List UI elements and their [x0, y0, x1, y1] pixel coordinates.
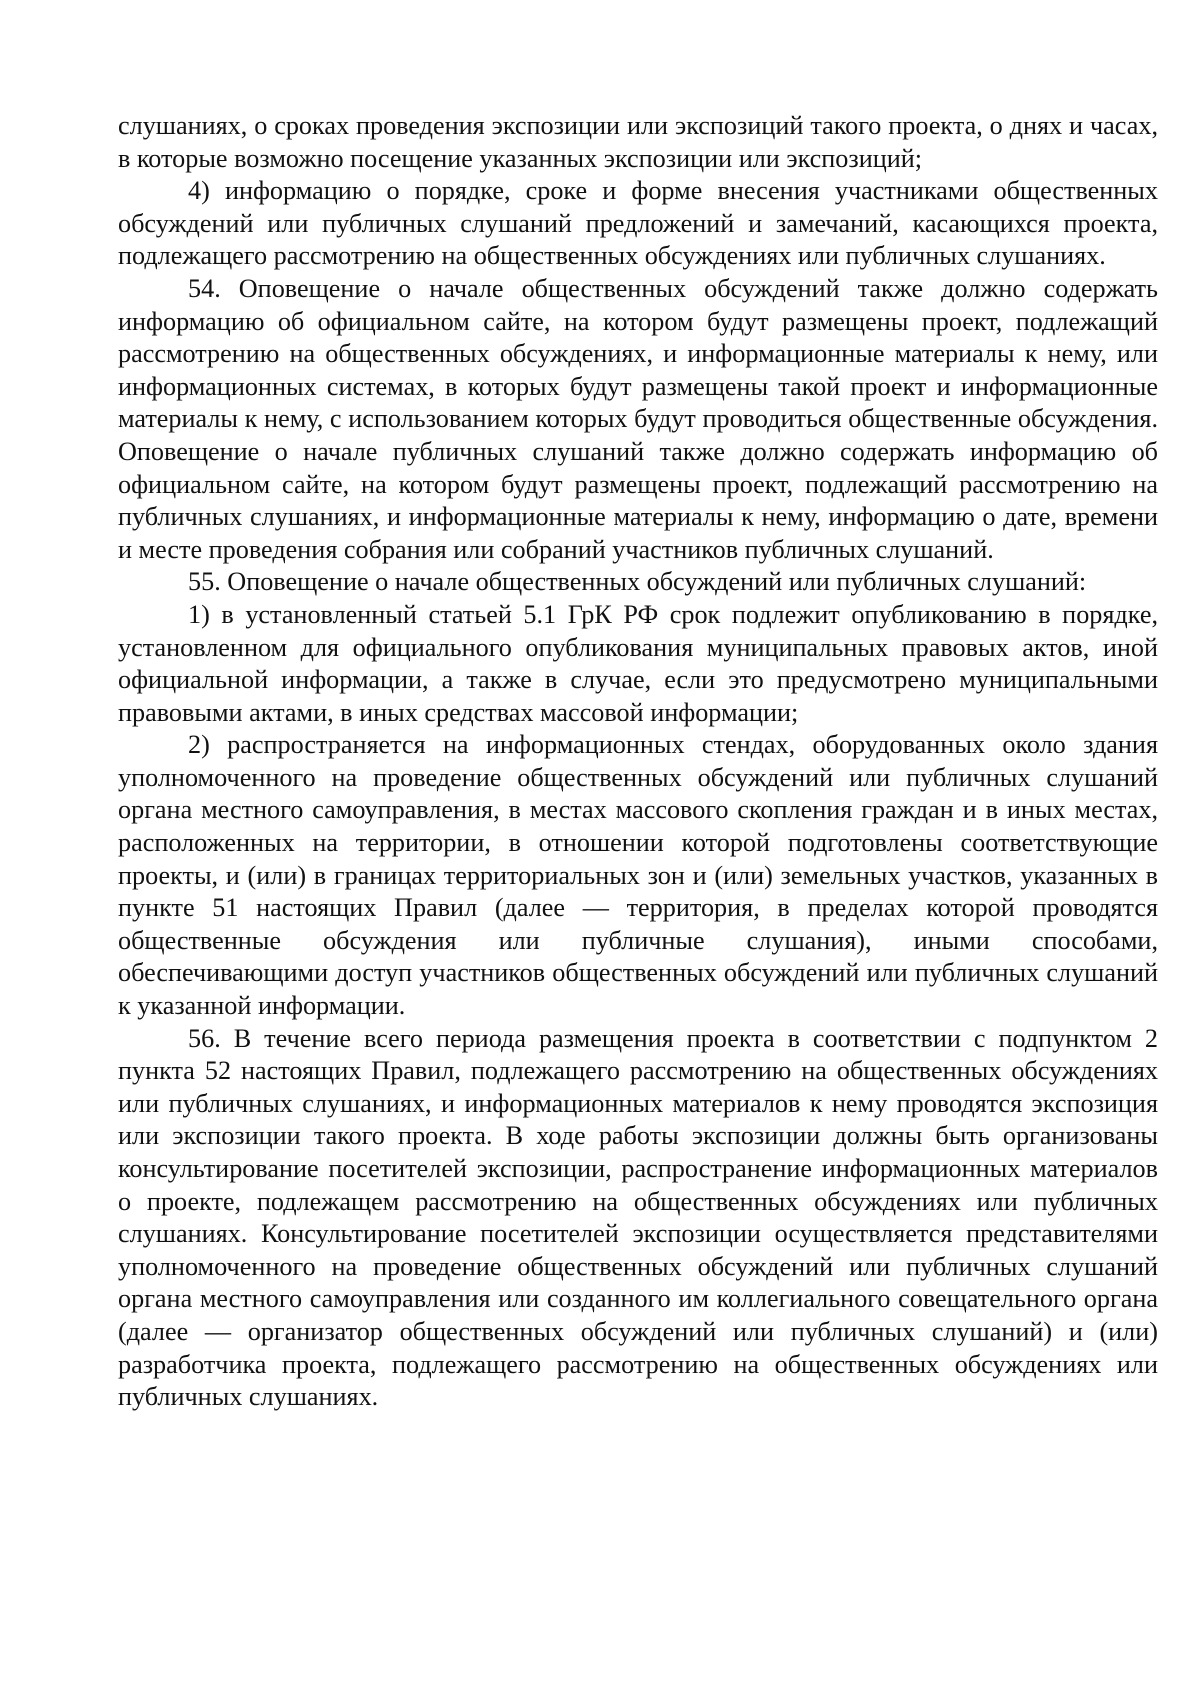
paragraph-54: 54. Оповещение о начале общественных обсуждений также должно содержать информацию об официальном сайте, на котором будут размещены проект, подлежащий рассмотрению на общественных обсуждениях, и информационные материалы к нему, или информационных системах, в которых будут размещены такой проект и информационные материалы к нему, с использованием которых будут проводиться общественные обсуждения. Оповещение о начале публичных слушаний также должно содержать информацию об официальном сайте, на котором будут размещены проект, подлежащий рассмотрению на публичных слушаниях, и информационные материалы к нему, информацию о дате, времени и месте проведения собрания или собраний участников публичных слушаний.: [118, 273, 1158, 564]
paragraph-56: 56. В течение всего периода размещения проекта в соответствии с подпунктом 2 пункта 52 настоящих Правил, подлежащего рассмотрению на общественных обсуждениях или публичных слушаниях, и информационных материалов к нему проводятся экспозиция или экспозиции такого проекта. В ходе работы экспозиции должны быть организованы консультирование посетителей экспозиции, распространение информационных материалов о проекте, подлежащем рассмотрению на общественных обсуждениях или публичных слушаниях. Консультирование посетителей экспозиции осуществляется представителями уполномоченного на проведение общественных обсуждений или публичных слушаний органа местного самоуправления или созданного им коллегиального совещательного органа (далее — организатор общественных обсуждений или публичных слушаний) и (или) разработчика проекта, подлежащего рассмотрению на общественных обсуждениях или публичных слушаниях.: [118, 1023, 1158, 1412]
paragraph-55-item-1: 1) в установленный статьей 5.1 ГрК РФ срок подлежит опубликованию в порядке, установленном для официального опубликования муниципальных правовых актов, иной официальной информации, а также в случае, если это предусмотрено муниципальными правовыми актами, в иных средствах массовой информации;: [118, 599, 1158, 727]
paragraph-55: 55. Оповещение о начале общественных обсуждений или публичных слушаний:: [188, 567, 1087, 597]
paragraph-item-4: 4) информацию о порядке, сроке и форме внесения участниками общественных обсуждений или публичных слушаний предложений и замечаний, касающихся проекта, подлежащего рассмотрению на общественных обсуждениях или публичных слушаниях.: [118, 176, 1158, 271]
paragraph-55-item-2: 2) распространяется на информационных стендах, оборудованных около здания уполномоченного на проведение общественных обсуждений или публичных слушаний органа местного самоуправления, в местах массового скопления граждан и в иных местах, расположенных на территории, в отношении которой подготовлены соответствующие проекты, и (или) в границах территориальных зон и (или) земельных участков, указанных в пункте 51 настоящих Правил (далее — территория, в пределах которой проводятся общественные обсуждения или публичные слушания), иными способами, обеспечивающими доступ участников общественных обсуждений или публичных слушаний к указанной информации.: [118, 730, 1158, 1021]
paragraph-continuation: слушаниях, о сроках проведения экспозиции или экспозиций такого проекта, о днях и часах, в которые возможно посещение указанных экспозиции или экспозиций;: [118, 111, 1158, 173]
document-page: [118, 110, 1158, 1414]
